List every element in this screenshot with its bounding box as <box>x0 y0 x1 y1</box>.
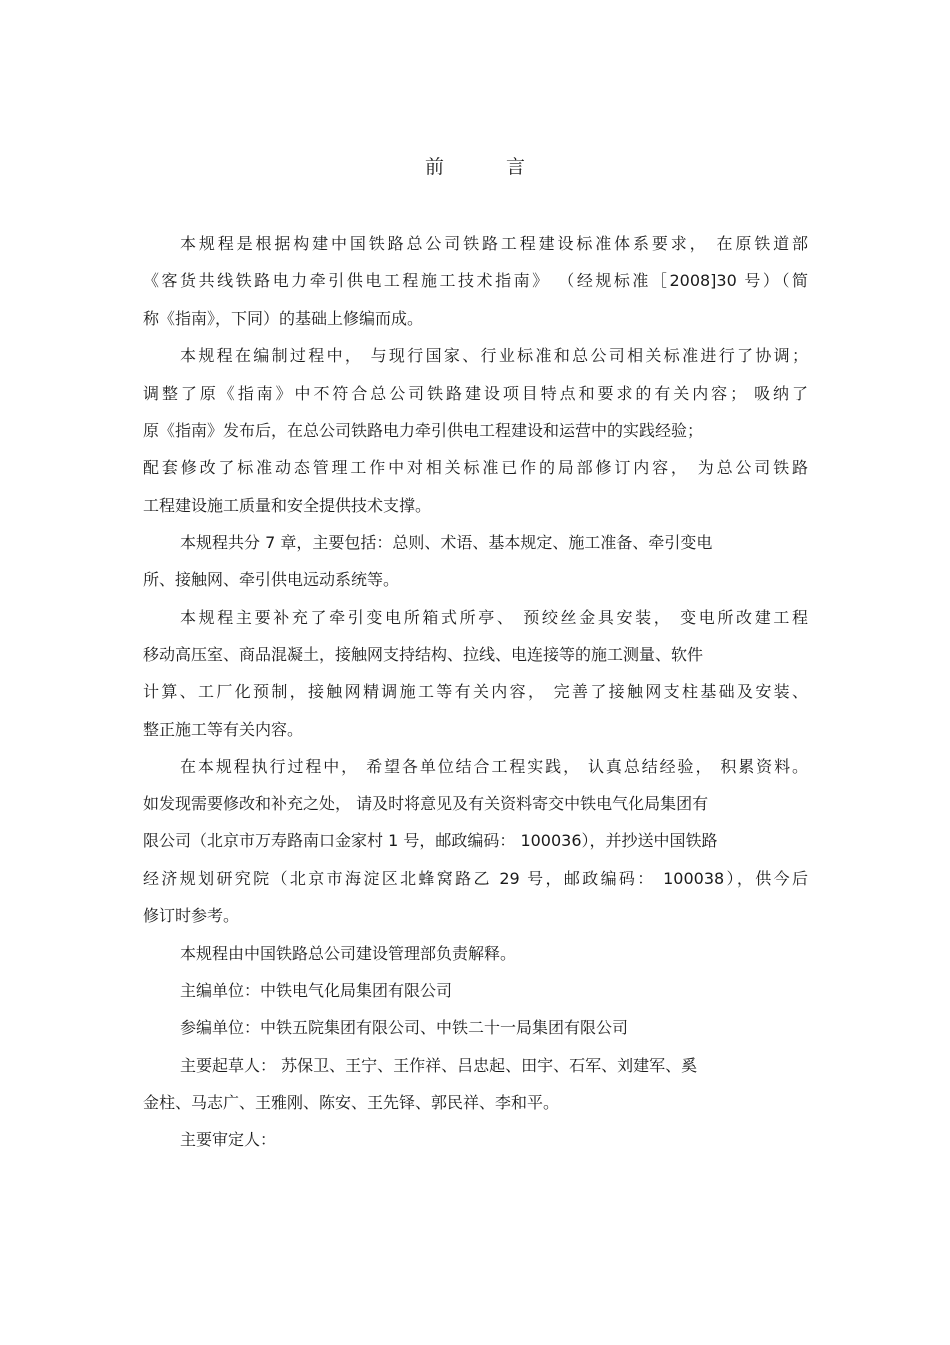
page-title: 前 言 <box>424 156 554 178</box>
paragraph-line: 配套修改了标准动态管理工作中对相关标准已作的局部修订内容， 为总公司铁路 <box>143 458 808 477</box>
paragraph-line: 本规程在编制过程中， 与现行国家、行业标准和总公司相关标准进行了协调； <box>180 346 808 365</box>
paragraph-line: 调整了原《指南》中不符合总公司铁路建设项目特点和要求的有关内容； 吸纳了 <box>143 384 808 403</box>
paragraph-line: 整正施工等有关内容。 <box>143 720 304 739</box>
paragraph-line: 本规程是根据构建中国铁路总公司铁路工程建设标准体系要求， 在原铁道部 <box>180 234 808 253</box>
main-reviewers-label: 主要审定人： <box>180 1130 277 1149</box>
paragraph-line: 原《指南》发布后，在总公司铁路电力牵引供电工程建设和运营中的实践经验； <box>143 421 704 440</box>
paragraph-line: 移动高压室、商品混凝土，接触网支持结构、拉线、电连接等的施工测量、软件 <box>143 645 704 664</box>
paragraph-line: 修订时参考。 <box>143 906 240 925</box>
paragraph-line: 《客货共线铁路电力牵引供电工程施工技术指南》 （经规标准［2008]30 号）（简 <box>143 271 808 290</box>
paragraph-line: 所、接触网、牵引供电远动系统等。 <box>143 570 400 589</box>
paragraph-line: 称《指南》，下同）的基础上修编而成。 <box>143 309 424 328</box>
participating-units: 参编单位：中铁五院集团有限公司、中铁二十一局集团有限公司 <box>180 1018 629 1037</box>
paragraph-line: 如发现需要修改和补充之处， 请及时将意见及有关资料寄交中铁电气化局集团有 <box>143 794 709 813</box>
paragraph-line: 经济规划研究院（北京市海淀区北蜂窝路乙 29 号，邮政编码： 100038），供今后 <box>143 869 808 888</box>
chief-editor-unit: 主编单位：中铁电气化局集团有限公司 <box>180 981 453 1000</box>
paragraph-line: 限公司（北京市万寿路南口金家村 1 号，邮政编码： 100036），并抄送中国铁路 <box>143 831 718 850</box>
paragraph-line: 本规程由中国铁路总公司建设管理部负责解释。 <box>180 944 517 963</box>
paragraph-line: 本规程主要补充了牵引变电所箱式所亭、 预绞丝金具安装， 变电所改建工程 <box>180 608 808 627</box>
paragraph-line: 工程建设施工质量和安全提供技术支撑。 <box>143 496 432 515</box>
paragraph-line: 计算、工厂化预制，接触网精调施工等有关内容， 完善了接触网支柱基础及安装、 <box>143 682 808 701</box>
main-drafters-line: 金柱、马志广、王雅刚、陈安、王先铎、郭民祥、李和平。 <box>143 1093 560 1112</box>
paragraph-line: 本规程共分 7 章，主要包括：总则、术语、基本规定、施工准备、牵引变电 <box>180 533 713 552</box>
paragraph-line: 在本规程执行过程中， 希望各单位结合工程实践， 认真总结经验， 积累资料。 <box>180 757 808 776</box>
main-drafters-line: 主要起草人： 苏保卫、王宁、王作祥、吕忠起、田宇、石军、刘建军、奚 <box>180 1056 698 1075</box>
